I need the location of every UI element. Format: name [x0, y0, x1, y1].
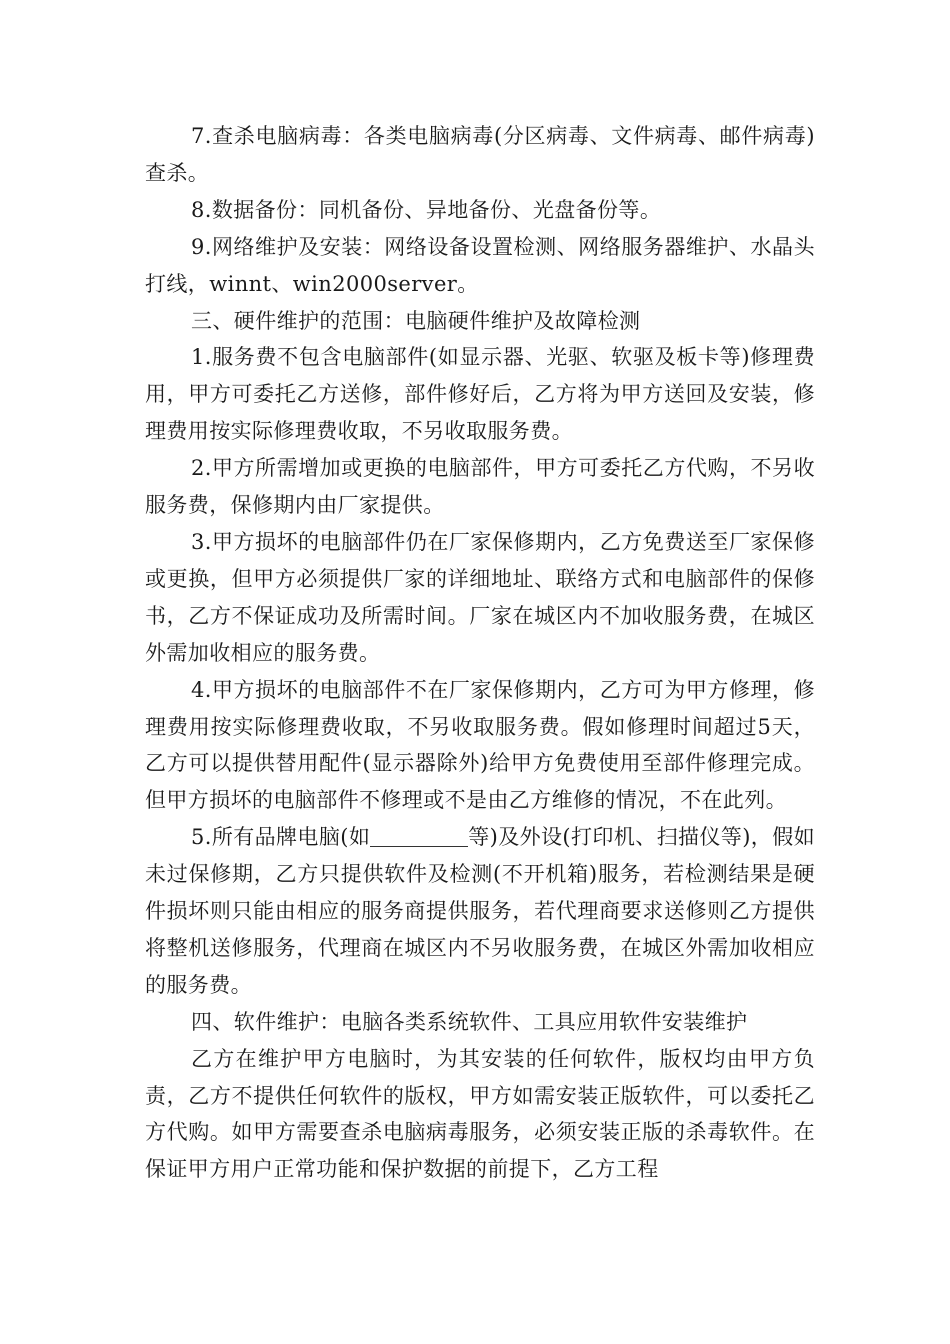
section-heading-software: 四、软件维护：电脑各类系统软件、工具应用软件安装维护 [191, 1009, 748, 1034]
document-body [145, 118, 815, 1188]
paragraph-hardware-5-end: 等)及外设(打印机、扫描仪等)，假如未过保修期，乙方只提供软件及检测(不开机箱)服务，若检测结果是硬件损坏则只能由相应的服务商提供服务，若代理商要求送修则乙方提供将整机送修服务，代理商在城区内不另收服务费，在城区外需加收相应的服务费。 [145, 825, 816, 997]
paragraph-hardware-3: 3.甲方损坏的电脑部件仍在厂家保修期内，乙方免费送至厂家保修或更换，但甲方必须提供厂家的详细地址、联络方式和电脑部件的保修书，乙方不保证成功及所需时间。厂家在城区内不加收服务费，在城区外需加收相应的服务费。 [145, 529, 815, 665]
paragraph-hardware-5 [145, 819, 815, 1004]
paragraph-hardware-1: 1.服务费不包含电脑部件(如显示器、光驱、软驱及板卡等)修理费用，甲方可委托乙方送修，部件修好后，乙方将为甲方送回及安装，修理费用按实际修理费收取，不另收取服务费。 [145, 345, 815, 444]
paragraph-network-maintenance: 9.网络维护及安装：网络设备设置检测、网络服务器维护、水晶头打线，winnt、win2000server。 [145, 234, 815, 296]
paragraph-software: 乙方在维护甲方电脑时，为其安装的任何软件，版权均由甲方负责，乙方不提供任何软件的版权，甲方如需安装正版软件，可以委托乙方代购。如甲方需要查杀电脑病毒服务，必须安装正版的杀毒软件。在保证甲方用户正常功能和保护数据的前提下，乙方工程 [145, 1046, 815, 1182]
paragraph-hardware-4: 4.甲方损坏的电脑部件不在厂家保修期内，乙方可为甲方修理，修理费用按实际修理费收取，不另收取服务费。假如修理时间超过5天，乙方可以提供替用配件(显示器除外)给甲方免费使用至部件修理完成。但甲方损坏的电脑部件不修理或不是由乙方维修的情况，不在此列。 [145, 677, 815, 813]
paragraph-hardware-5-start: 5.所有品牌电脑(如 [191, 825, 371, 850]
paragraph-hardware-2: 2.甲方所需增加或更换的电脑部件，甲方可委托乙方代购，不另收服务费，保修期内由厂家提供。 [145, 456, 815, 518]
paragraph-virus-scan: 7.查杀电脑病毒：各类电脑病毒(分区病毒、文件病毒、邮件病毒)查杀。 [145, 124, 815, 185]
section-heading-hardware: 三、硬件维护的范围：电脑硬件维护及故障检测 [191, 308, 641, 333]
fill-in-blank [370, 825, 468, 847]
paragraph-data-backup: 8.数据备份：同机备份、异地备份、光盘备份等。 [191, 197, 662, 222]
